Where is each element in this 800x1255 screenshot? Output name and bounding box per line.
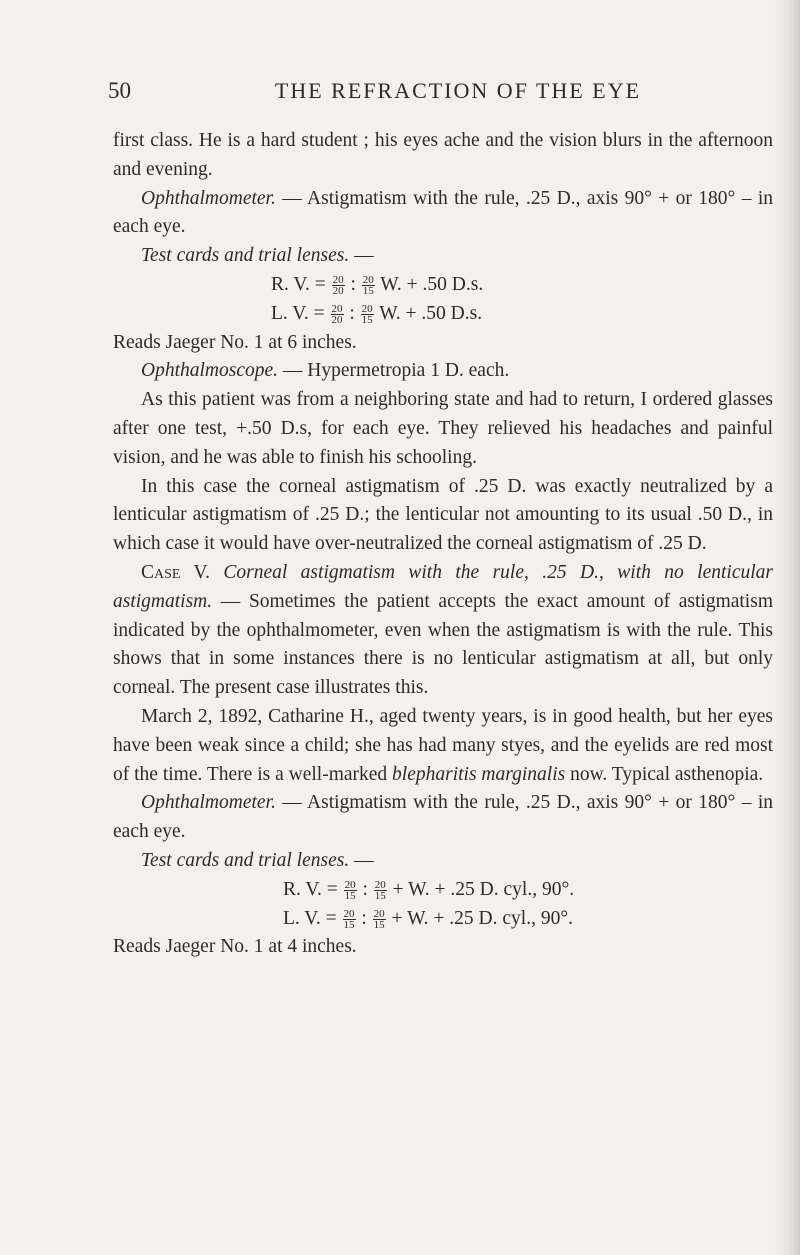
fraction: $\frac{20}{15}$ bbox=[343, 907, 355, 931]
fraction: $\frac{20}{15}$ bbox=[344, 878, 356, 902]
section-label: Test cards and trial lenses. bbox=[141, 849, 350, 871]
section-text: — bbox=[349, 245, 374, 267]
equation-line: L. V. = $\frac{20}{20}$ : $\frac{20}{15}$ W. + .50 D.s. bbox=[271, 302, 483, 326]
page-number: 50 bbox=[108, 78, 131, 103]
term: blepharitis marginalis bbox=[392, 763, 566, 785]
equation-line: R. V. = $\frac{20}{15}$ : $\frac{20}{15}$ + W. + .25 D. cyl., 90°. bbox=[283, 878, 575, 902]
section-text: — Hypermetropia 1 D. each. bbox=[278, 360, 510, 382]
fraction: $\frac{20}{15}$ bbox=[362, 274, 374, 298]
running-header bbox=[108, 78, 768, 108]
fraction: $\frac{20}{20}$ bbox=[332, 274, 344, 298]
paragraph bbox=[113, 847, 773, 876]
section-label: Ophthalmometer. bbox=[141, 187, 276, 209]
paragraph: In this case the corneal astigmatism of .25 D. was exactly neutralized by a lenticular astigmatism of .25 D.; the lenticular not amounting to its usual .50 D., in which case it would have over-neutralized the corneal astigmatism of .25 D. bbox=[113, 475, 773, 555]
section-text: — Astigmatism with the rule, .25 D., axis 90° + or 180° – in each eye. bbox=[113, 792, 773, 843]
body-text bbox=[113, 127, 773, 962]
equation-line: L. V. = $\frac{20}{15}$ : $\frac{20}{15}$ + W. + .25 D. cyl., 90°. bbox=[283, 907, 574, 931]
paragraph bbox=[113, 242, 773, 271]
paragraph bbox=[113, 789, 773, 847]
section-text: — bbox=[349, 849, 374, 871]
section-label: Test cards and trial lenses. bbox=[141, 245, 350, 267]
eq-text: W. + .50 D.s. bbox=[374, 302, 483, 324]
fraction: $\frac{20}{15}$ bbox=[361, 302, 373, 326]
eq-label: L. V. = bbox=[283, 907, 342, 929]
section-text: — Astigmatism with the rule, .25 D., axis 90° + or 180° – in each eye. bbox=[113, 187, 773, 238]
case-label: Case V. bbox=[141, 561, 210, 583]
case-text: — Sometimes the patient accepts the exact amount of astigmatism indicated by the ophthalmometer, even when the astigmatism is with the rule. This shows that in some instances there is no lenticular astigmatism at all, but only corneal. The present case illustrates this. bbox=[113, 590, 773, 699]
paragraph bbox=[113, 357, 773, 386]
eq-label: R. V. = bbox=[271, 273, 331, 295]
eq-text: W. + .50 D.s. bbox=[375, 273, 484, 295]
fraction: $\frac{20}{15}$ bbox=[374, 878, 386, 902]
fraction: $\frac{20}{20}$ bbox=[331, 302, 343, 326]
eq-label: R. V. = bbox=[283, 878, 343, 900]
paragraph: Reads Jaeger No. 1 at 6 inches. bbox=[113, 331, 357, 353]
equation-line: R. V. = $\frac{20}{20}$ : $\frac{20}{15}$ W. + .50 D.s. bbox=[271, 273, 484, 298]
section-label: Ophthalmoscope. bbox=[141, 360, 279, 382]
case-title: Corneal astigmatism with the rule, .25 D., with no lenticular astigmatism. bbox=[113, 561, 774, 612]
paragraph: As this patient was from a neighboring state and had to return, I ordered glasses after one test, +.50 D.s, for each eye. They relieved his headaches and painful vision, and he was able to finish his schooling. bbox=[113, 389, 773, 468]
eq-label: L. V. = bbox=[271, 302, 330, 324]
paragraph: Reads Jaeger No. 1 at 4 inches. bbox=[113, 936, 357, 958]
eq-text: + W. + .25 D. cyl., 90°. bbox=[386, 907, 574, 929]
eq-text: + W. + .25 D. cyl., 90°. bbox=[387, 878, 575, 900]
running-title: THE REFRACTION OF THE EYE bbox=[274, 78, 642, 103]
fraction: $\frac{20}{15}$ bbox=[373, 907, 385, 931]
section-label: Ophthalmometer. bbox=[141, 792, 276, 814]
paragraph: March 2, 1892, Catharine H., aged twenty years, is in good health, but her eyes have been weak since a child; she has had many styes, and the eyelids are red most of the time. There is a well-marked blepharitis marginalis now. Typical asthenopia. bbox=[113, 705, 773, 785]
paragraph bbox=[113, 559, 773, 703]
paragraph: first class. He is a hard student ; his eyes ache and the vision blurs in the afternoon and evening. bbox=[113, 130, 773, 180]
paragraph bbox=[113, 185, 773, 243]
page-edge-shadow bbox=[774, 0, 800, 1255]
